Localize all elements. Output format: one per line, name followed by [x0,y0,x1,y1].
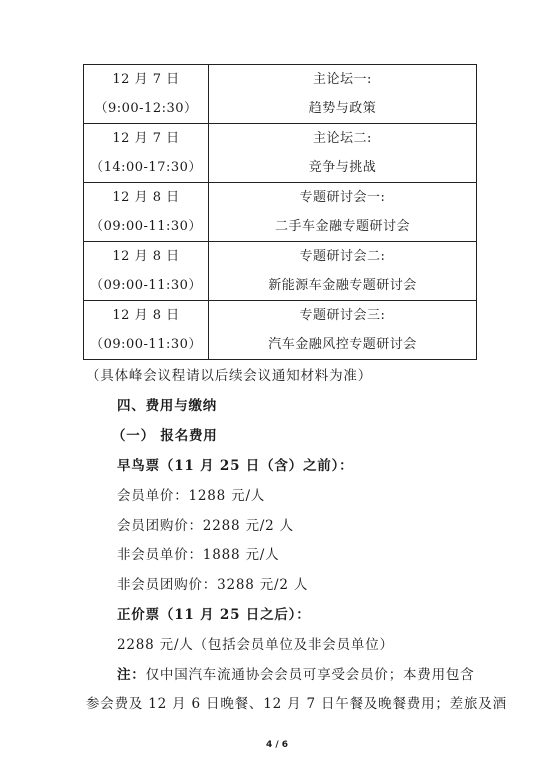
date-text: 12 月 7 日 [112,131,180,146]
fee-note-line-1 [117,663,475,683]
session-title: 专题研讨会一: [299,190,386,205]
time-text: （09:00-11:30） [90,219,202,234]
date-cell [84,183,209,242]
date-cell [84,242,209,301]
agenda-note: （具体峰会议程请以后续会议通知材料为准） [86,368,372,384]
time-text: （9:00-12:30） [94,101,198,116]
session-subtitle: 汽车金融风控专题研讨会 [268,337,417,352]
session-cell [209,242,477,301]
member-price: 会员单价：1288 元/人 [117,488,266,504]
session-title: 专题研讨会二: [299,249,386,264]
member-group-price: 会员团购价：2288 元/2 人 [117,518,294,534]
time-text: （09:00-11:30） [90,337,202,352]
table-row [84,65,477,124]
page-number: 4 / 6 [265,740,289,750]
session-title: 专题研讨会三: [299,308,386,323]
note-text: 仅中国汽车流通协会会员可享受会员价；本费用包含 [145,667,475,683]
date-text: 12 月 8 日 [112,249,180,264]
date-cell [84,65,209,124]
session-subtitle: 趋势与政策 [308,101,377,116]
session-title: 主论坛二: [313,131,372,146]
non-member-group-price: 非会员团购价：3288 元/2 人 [117,577,309,593]
regular-price: 2288 元/人（包括会员单位及非会员单位） [117,637,394,653]
session-cell [209,301,477,360]
date-cell [84,301,209,360]
early-bird-heading: 早鸟票（11 月 25 日（含）之前）： [117,458,354,474]
time-text: （14:00-17:30） [90,160,202,175]
date-cell [84,124,209,183]
fee-note-line-2: 参会费及 12 月 6 日晚餐、12 月 7 日午餐及晚餐费用；差旅及酒 [86,696,507,712]
time-text: （09:00-11:30） [90,278,202,293]
subsection-heading: （一） 报名费用 [112,428,218,444]
non-member-price: 非会员单价：1888 元/人 [117,547,280,563]
table-row [84,301,477,360]
section-heading: 四、费用与缴纳 [117,398,218,414]
date-text: 12 月 7 日 [112,72,180,87]
table-row [84,183,477,242]
session-subtitle: 二手车金融专题研讨会 [274,219,410,234]
schedule-table [83,64,477,360]
session-subtitle: 新能源车金融专题研讨会 [268,278,417,293]
note-label: 注： [117,667,146,683]
date-text: 12 月 8 日 [112,190,180,205]
session-cell [209,183,477,242]
session-cell [209,65,477,124]
date-text: 12 月 8 日 [112,308,180,323]
regular-heading: 正价票（11 月 25 日之后）： [117,607,311,623]
session-title: 主论坛一: [313,72,372,87]
table-row [84,124,477,183]
session-subtitle: 竞争与挑战 [308,160,377,175]
table-row [84,242,477,301]
session-cell [209,124,477,183]
